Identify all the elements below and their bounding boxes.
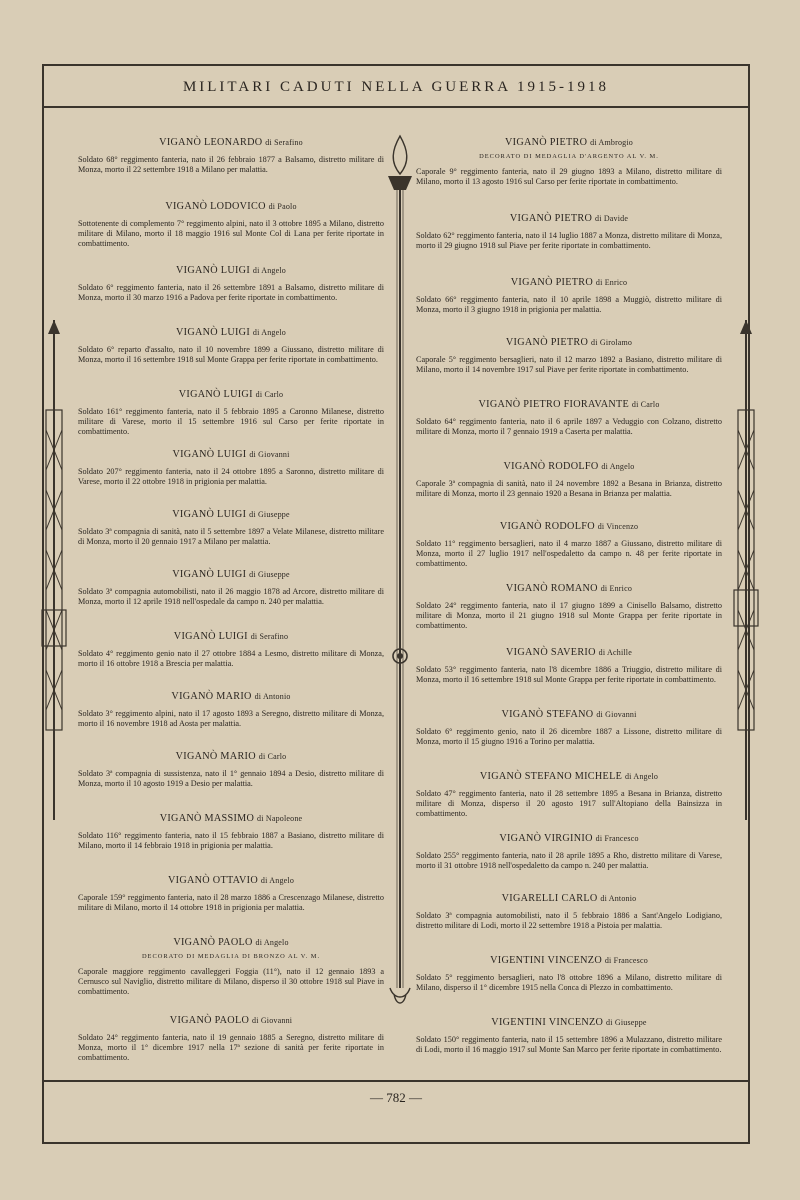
entry-text: Caporale 3ª compagnia di sanità, nato il 24 novembre 1892 a Besana in Brianza, distretto militare di Monza, morto il 23 gennaio 1920 a Besana in Brianza per malattia. [416,479,722,498]
bottom-rule [44,1080,748,1082]
entry [416,522,722,569]
entry-heading [78,752,384,762]
entry-text: Caporale 5° reggimento bersaglieri, nato il 12 marzo 1892 a Basiano, distretto militare di Milano, morto il 14 novembre 1917 sul Piave per ferite riportate in combattimento. [416,355,722,374]
parent-name: di Achille [598,648,632,657]
entry-heading [416,584,722,594]
entry [78,752,384,789]
entry [78,202,384,249]
entry [78,328,384,365]
soldier-name: VIGANÒ LUIGI [175,265,251,276]
entry [78,632,384,669]
soldier-name: VIGANÒ MARIO [171,691,252,702]
center-torch-staff [380,128,420,1008]
torch-cup-icon [388,176,412,190]
entry-text: Sottotenente di complemento 7° reggimento alpini, nato il 3 ottobre 1895 a Milano, distretto militare di Milano, morto il 18 maggio 1916 sul Monte Col di Lana per ferite riportate in combattimento. [78,219,384,248]
soldier-name: VIGANÒ PIETRO [504,137,588,148]
parent-name: di Carlo [258,752,287,761]
entry-heading [416,648,722,658]
parent-name: di Napoleone [257,814,303,823]
parent-name: di Antonio [600,894,637,903]
entry-text: Soldato 66° reggimento fanteria, nato il 10 aprile 1898 a Muggiò, distretto militare di Monza, morto il 3 giugno 1918 in prigionia per malattia. [416,295,722,314]
entry [78,266,384,303]
entry-text: Soldato 161° reggimento fanteria, nato il 5 febbraio 1895 a Caronno Milanese, distretto militare di Varese, morto il 15 settembre 1916 sul Carso per ferite riportate in combattimento. [78,407,384,436]
entry-text: Soldato 255° reggimento fanteria, nato il 28 aprile 1895 a Rho, distretto militare di Varese, morto il 31 ottobre 1918 nell'ospedaletto da campo n. 240 per malattia. [416,851,722,870]
entry [416,138,722,187]
soldier-name: VIGANÒ MASSIMO [159,813,255,824]
entry-heading [78,938,384,948]
soldier-name: VIGANÒ STEFANO MICHELE [479,771,623,782]
soldier-name: VIGANÒ ROMANO [505,583,598,594]
parent-name: di Angelo [260,876,295,885]
soldier-name: VIGANÒ RODOLFO [499,521,595,532]
parent-name: di Giovanni [249,450,290,459]
entry-text: Soldato 68° reggimento fanteria, nato il 26 febbraio 1877 a Balsamo, distretto militare di Monza, morto il 22 settembre 1918 a Milano per malattia. [78,155,384,174]
entry-heading [416,338,722,348]
entry-heading [416,278,722,288]
entry-heading [78,814,384,824]
entry-heading [416,772,722,782]
soldier-name: VIGANÒ LUIGI [172,569,247,580]
soldier-name: VIGANÒ OTTAVIO [167,875,259,886]
parent-name: di Giovanni [252,1016,293,1025]
soldier-name: VIGANÒ PIETRO [509,213,593,224]
entry-text: Soldato 3° reggimento alpini, nato il 17 agosto 1893 a Seregno, distretto militare di Monza, morto il 16 novembre 1918 ad Aosta per malattia. [78,709,384,728]
parent-name: di Francesco [604,956,648,965]
entry-text: Soldato 6° reggimento genio, nato il 26 dicembre 1887 a Lissone, distretto militare di Monza, morto il 15 giugno 1916 a Torino per malattia. [416,727,722,746]
entry-heading [78,266,384,276]
rosette-center-icon [397,653,403,659]
soldier-name: VIGENTINI VINCENZO [490,955,602,966]
soldier-name: VIGENTINI VINCENZO [491,1017,604,1028]
entry-heading [416,894,722,904]
entry [416,462,722,499]
entry-heading [416,138,722,148]
entry [416,584,722,631]
entry-heading [78,328,384,338]
soldier-name: VIGANÒ PAOLO [169,1015,250,1026]
entry-heading [416,522,722,532]
entry-text: Soldato 4° reggimento genio nato il 27 ottobre 1884 a Lesmo, distretto militare di Monza, morto il 16 ottobre 1918 a Brescia per malattia. [78,649,384,668]
parent-name: di Paolo [268,202,297,211]
entry [416,834,722,871]
entry-text: Soldato 6° reggimento fanteria, nato il 26 settembre 1891 a Balsamo, distretto militare di Monza, morto il 30 marzo 1916 a Padova per ferite riportate in combattimento. [78,283,384,302]
parent-name: di Angelo [252,266,287,275]
parent-name: di Giuseppe [606,1018,647,1027]
entry-heading [78,876,384,886]
entry-text: Soldato 3ª compagnia di sussistenza, nato il 1° gennaio 1894 a Desio, distretto militare di Monza, morto il 10 agosto 1919 a Desio per malattia. [78,769,384,788]
entry [78,138,384,175]
soldier-name: VIGANÒ MARIO [175,751,256,762]
entry [416,400,722,437]
parent-name: di Angelo [601,462,635,471]
soldier-name: VIGANÒ LUIGI [172,509,247,520]
entry-text: Soldato 64° reggimento fanteria, nato il 6 aprile 1897 a Veduggio con Colzano, distretto militare di Monza, morto il 7 gennaio 1919 a Caserta per malattia. [416,417,722,436]
parent-name: di Antonio [254,692,291,701]
soldier-name: VIGANÒ PAOLO [173,937,253,948]
page-title: MILITARI CADUTI NELLA GUERRA 1915-1918 [182,79,610,95]
entry-text: Soldato 207° reggimento fanteria, nato il 24 ottobre 1895 a Saronno, distretto militare di Varese, morto il 22 ottobre 1918 in prigionia per malattia. [78,467,384,486]
entry [78,390,384,437]
parent-name: di Giovanni [596,710,637,719]
entry-heading [78,570,384,580]
entry-text: Caporale 159° reggimento fanteria, nato il 28 marzo 1886 a Crescenzago Milanese, distretto militare di Milano, morto il 14 ottobre 1918 in prigionia per malattia. [78,893,384,912]
entry [78,1016,384,1063]
soldier-name: VIGANÒ LUIGI [175,327,251,338]
entry-text: Soldato 3ª compagnia automobilisti, nato il 26 maggio 1878 ad Arcore, distretto militare di Monza, morto il 12 aprile 1918 nell'ospedale da campo n. 240 per malattia. [78,587,384,606]
soldier-name: VIGANÒ LUIGI [173,631,248,642]
page-number: — 782 — [370,1090,422,1105]
soldier-name: VIGARELLI CARLO [501,893,598,904]
entry-text: Soldato 24° reggimento fanteria, nato il 19 gennaio 1885 a Seregno, distretto militare di Monza, morto il 1° dicembre 1917 nella 17ª sezione di sanità per ferite riportate in combattimento. [78,1033,384,1062]
entry-heading [78,1016,384,1026]
entry-text: Soldato 116° reggimento fanteria, nato il 15 febbraio 1887 a Basiano, distretto militare di Milano, morto il 14 febbraio 1918 in prigionia per malattia. [78,831,384,850]
parent-name: di Giuseppe [249,510,290,519]
decoration-note: DECORATO DI MEDAGLIA DI BRONZO AL V. M. [141,953,321,960]
entry-heading [78,510,384,520]
entry-text: Soldato 150° reggimento fanteria, nato il 15 settembre 1896 a Mulazzano, distretto militare di Lodi, morto il 16 maggio 1917 sul Monte San Marco per ferite riportate in combattimento. [416,1035,722,1054]
entry [416,338,722,375]
entry-heading [416,710,722,720]
soldier-name: VIGANÒ LUIGI [172,449,247,460]
parent-name: di Enrico [600,584,633,593]
parent-name: di Angelo [252,328,287,337]
soldier-name: VIGANÒ VIRGINIO [499,833,593,844]
entry [416,214,722,251]
entry-heading [78,450,384,460]
parent-name: di Ambrogio [590,138,633,147]
entry [416,710,722,747]
entry [416,278,722,315]
entry [416,894,722,931]
entry-text: Soldato 24° reggimento fanteria, nato il 17 giugno 1899 a Cinisello Balsamo, distretto militare di Monza, morto il 21 giugno 1918 sul Monte Grappa per ferite riportate in combattimento. [416,601,722,630]
parent-name: di Davide [595,214,629,223]
entry [78,876,384,913]
parent-name: di Vincenzo [597,522,639,531]
parent-name: di Francesco [595,834,639,843]
soldier-name: VIGANÒ SAVERIO [506,647,596,658]
staff-finial-icon [390,988,410,1003]
entry-heading [78,138,384,148]
entry-text: Soldato 3ª compagnia automobilisti, nato il 5 febbraio 1886 a Sant'Angelo Lodigiano, distretto militare di Lodi, morto il 22 settembre 1918 a Pistoia per malattia. [416,911,722,930]
entry [78,450,384,487]
entry-heading [78,692,384,702]
entry-heading [416,400,722,410]
parent-name: di Carlo [255,390,284,399]
soldier-name: VIGANÒ PIETRO [505,337,589,348]
entry-heading [416,956,722,966]
entry-text: Soldato 47° reggimento fanteria, nato il 28 settembre 1895 a Besana in Brianza, distretto militare di Monza, disperso il 20 agosto 1917 sull'Altopiano della Bainsizza in combattimento. [416,789,722,818]
entry-text: Soldato 6° reparto d'assalto, nato il 10 novembre 1899 a Giussano, distretto militare di Monza, morto il 16 settembre 1918 sul Monte Grappa per ferite riportate in combattimento. [78,345,384,364]
torch-flame-icon [393,136,407,174]
soldier-name: VIGANÒ RODOLFO [503,461,599,472]
parent-name: di Serafino [265,138,303,147]
entry-heading [416,1018,722,1028]
parent-name: di Giuseppe [249,570,290,579]
parent-name: di Carlo [631,400,660,409]
soldier-name: VIGANÒ LEONARDO [159,137,263,148]
entry-heading [416,214,722,224]
decoration-note: DECORATO DI MEDAGLIA D'ARGENTO AL V. M. [479,153,659,160]
entry [78,510,384,547]
entry-heading [78,202,384,212]
entry [416,648,722,685]
entry [416,1018,722,1055]
entry-heading [78,632,384,642]
parent-name: di Enrico [595,278,628,287]
entry [416,956,722,993]
title-band [44,66,748,108]
entry-text: Soldato 53° reggimento fanteria, nato l'8 dicembre 1886 a Triuggio, distretto militare di Monza, morto il 16 settembre 1918 sul Monte Grappa per ferite riportate in combattimento. [416,665,722,684]
parent-name: di Angelo [624,772,659,781]
entry [78,938,384,997]
entry-text: Caporale 9° reggimento fanteria, nato il 29 giugno 1893 a Milano, distretto militare di Milano, morto il 13 agosto 1916 sul Carso per ferite riportate in combattimento. [416,167,722,186]
entry [78,570,384,607]
entry-heading [78,390,384,400]
entry [416,772,722,819]
entry-heading [416,462,722,472]
soldier-name: VIGANÒ LODOVICO [165,201,266,212]
soldier-name: VIGANÒ PIETRO [510,277,594,288]
entry [78,692,384,729]
soldier-name: VIGANÒ STEFANO [501,709,594,720]
entry [78,814,384,851]
page-frame [42,64,750,1144]
parent-name: di Serafino [250,632,289,641]
entry-text: Caporale maggiore reggimento cavalleggeri Foggia (11°), nato il 12 gennaio 1893 a Cernusco sul Naviglio, distretto militare di Milano, disperso il 30 ottobre 1918 sul Piave in combattimento. [78,967,384,996]
parent-name: di Girolamo [591,338,633,347]
entry-text: Soldato 5° reggimento bersaglieri, nato l'8 ottobre 1896 a Milano, distretto militare di Milano, disperso il 1° dicembre 1915 nella Conca di Plezzo in combattimento. [416,973,722,992]
entry-heading [416,834,722,844]
soldier-name: VIGANÒ PIETRO FIORAVANTE [478,399,630,410]
soldier-name: VIGANÒ LUIGI [178,389,253,400]
parent-name: di Angelo [255,938,289,947]
entry-text: Soldato 11° reggimento bersaglieri, nato il 4 marzo 1887 a Giussano, distretto militare di Monza, morto il 27 luglio 1917 nell'ospedaletto da campo n. 48 per ferite riportate in combattimento. [416,539,722,568]
entry-text: Soldato 3ª compagnia di sanità, nato il 5 settembre 1897 a Velate Milanese, distretto militare di Monza, morto il 20 gennaio 1917 a Milano per malattia. [78,527,384,546]
entry-text: Soldato 62° reggimento fanteria, nato il 14 luglio 1887 a Monza, distretto militare di Monza, morto il 29 giugno 1918 sul Piave per ferite riportate in combattimento. [416,231,722,250]
